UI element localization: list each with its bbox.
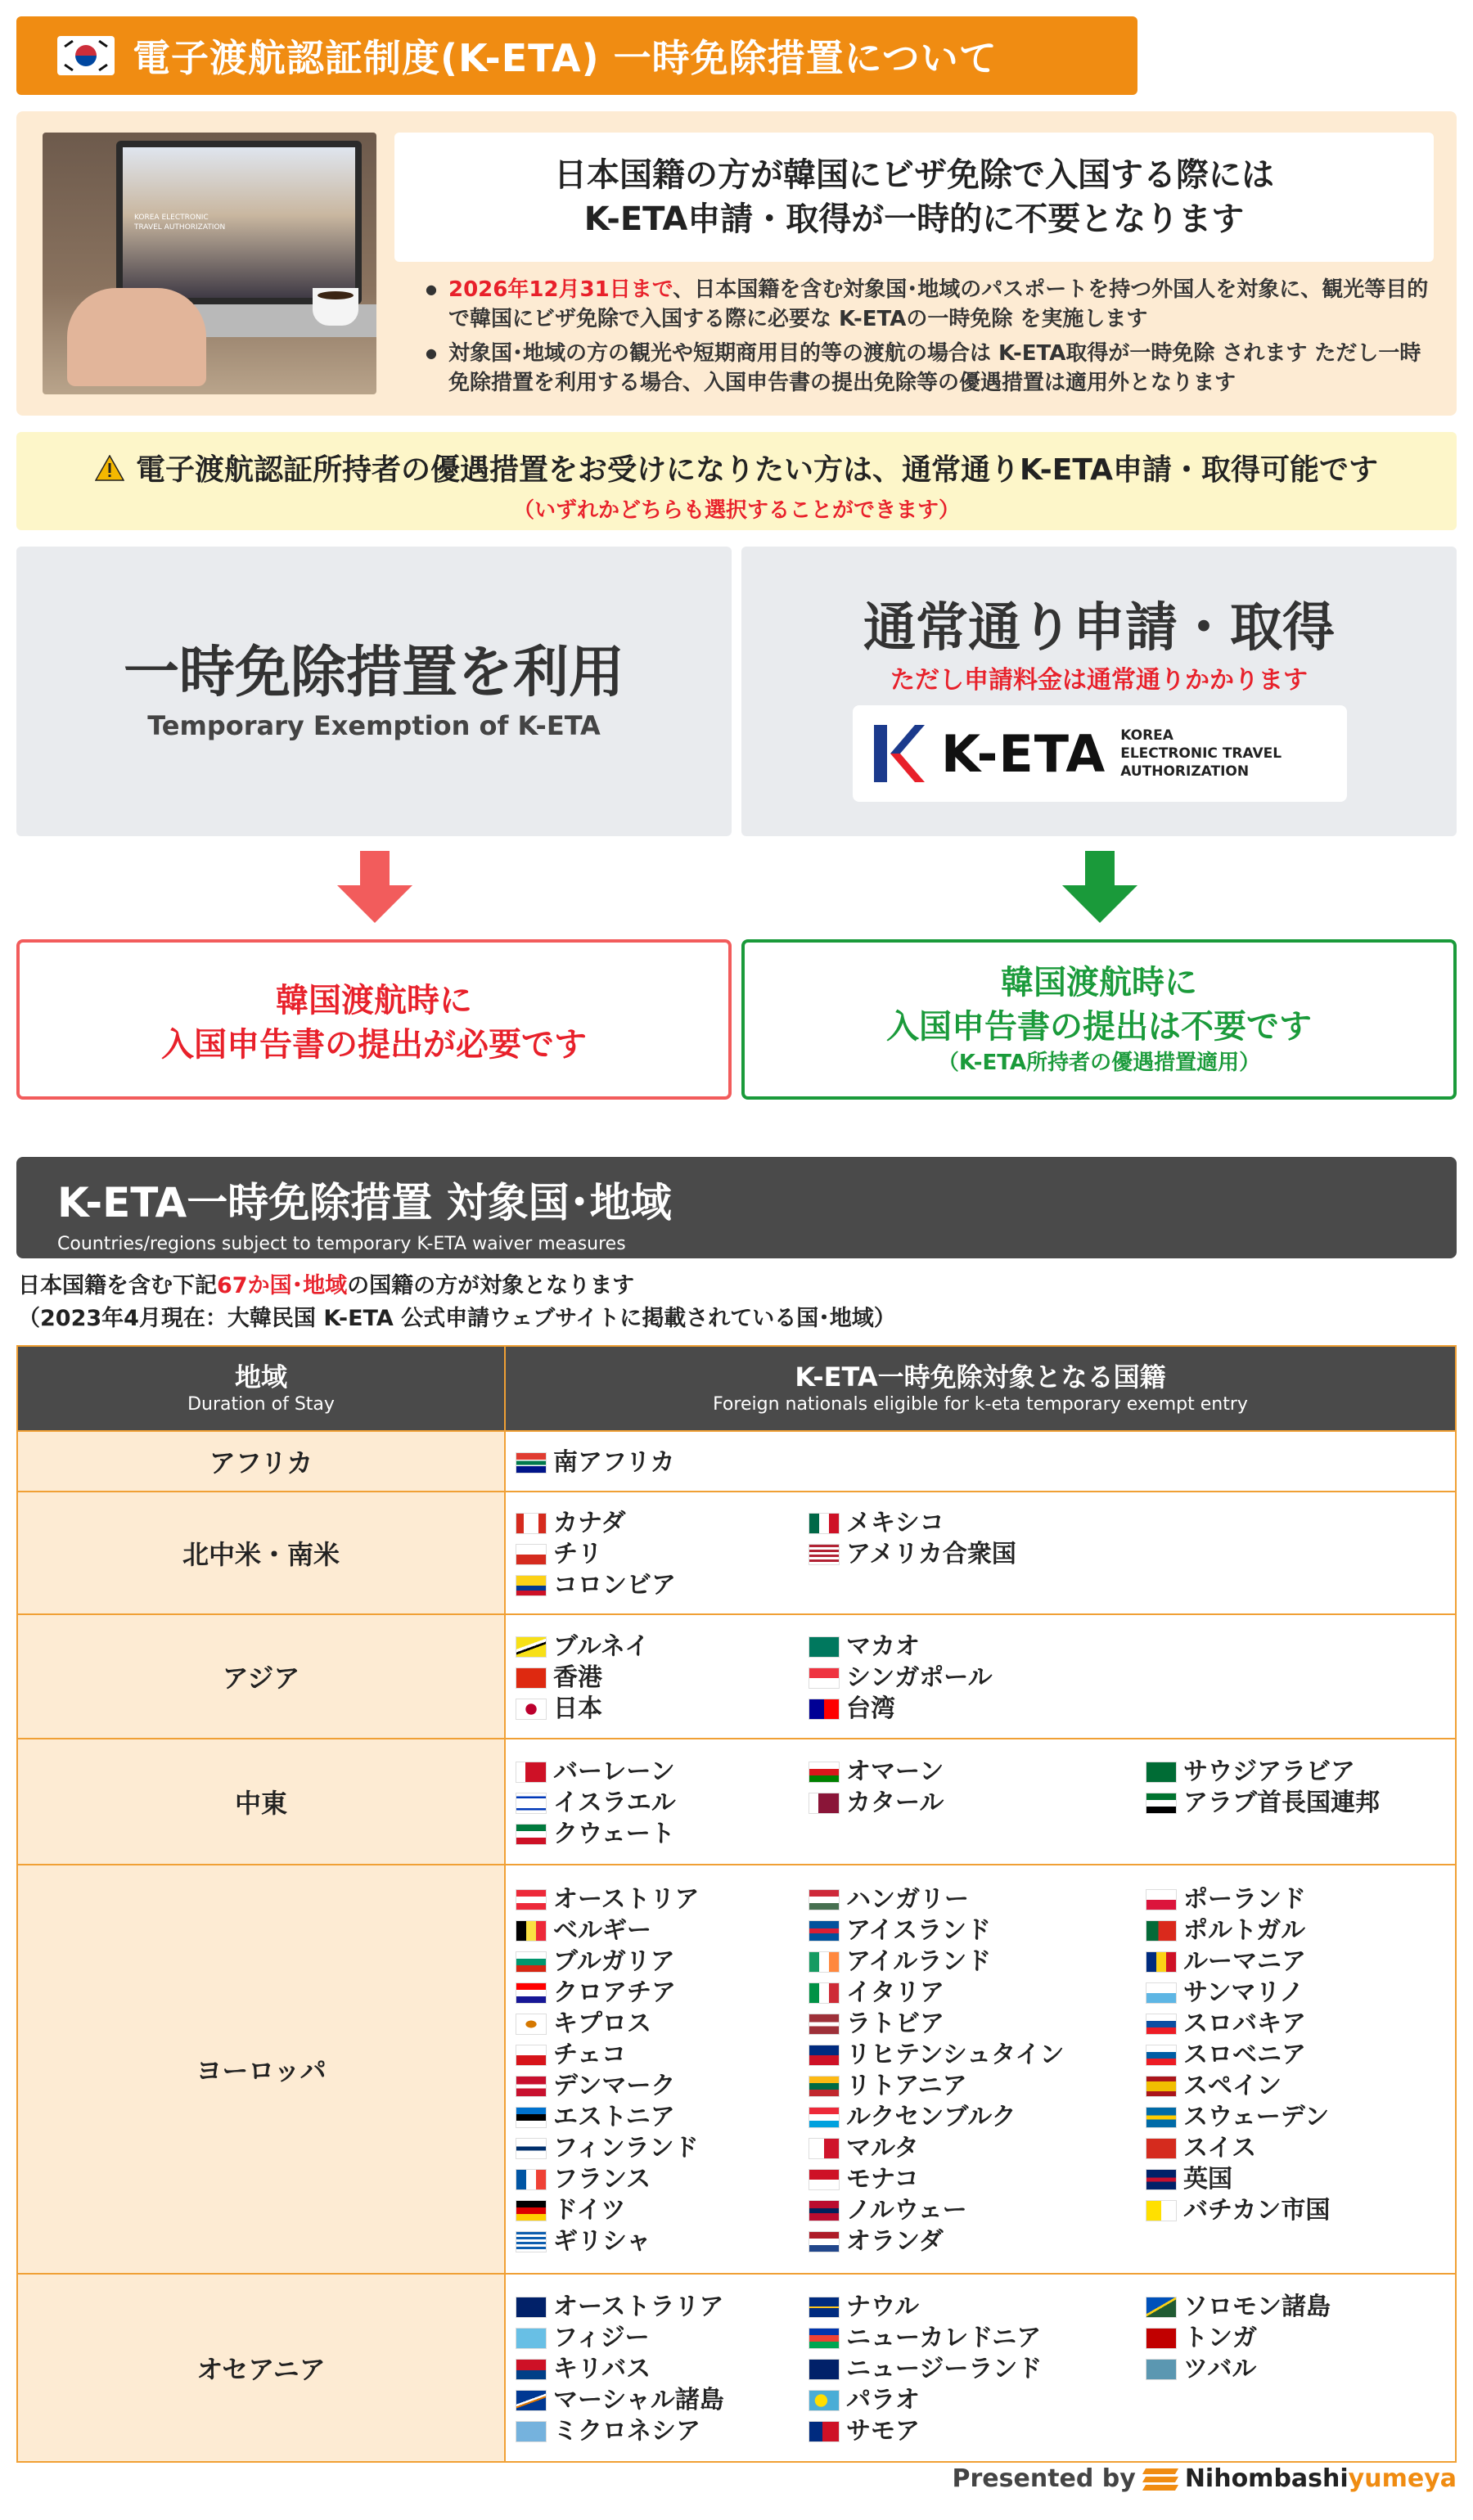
country-item	[516, 2354, 809, 2385]
region-cell: ヨーロッパ	[17, 1865, 505, 2274]
keta-logo-line: KOREA	[1120, 727, 1173, 744]
country-name: カナダ	[553, 1509, 626, 1537]
result-declaration-not-required	[741, 939, 1457, 1100]
country-name: ニューカレドニア	[846, 2324, 1042, 2352]
country-item	[516, 1663, 809, 1694]
intro-panel	[16, 111, 1457, 416]
country-name: ギリシャ	[553, 2227, 651, 2256]
country-item	[516, 2164, 809, 2195]
country-name: イスラエル	[553, 1789, 676, 1817]
table-row	[17, 2274, 1456, 2462]
country-column	[516, 1631, 809, 1725]
country-flag-icon	[516, 1824, 547, 1845]
country-name: チリ	[553, 1540, 602, 1568]
country-item	[809, 1539, 1146, 1570]
country-item	[809, 2354, 1146, 2385]
country-flag-icon	[1146, 2014, 1177, 2035]
country-flag-icon	[516, 1889, 547, 1910]
country-item	[1146, 1757, 1439, 1788]
brand-logo-icon	[1144, 2467, 1177, 2491]
result-note: （K-ETA所持者の優遇措置適用）	[937, 1051, 1261, 1075]
countries-cell	[505, 1865, 1456, 2274]
country-item	[516, 1570, 809, 1601]
country-column	[1146, 1884, 1439, 2257]
country-flag-icon	[809, 2328, 840, 2349]
green-down-arrow-icon	[1059, 851, 1141, 925]
country-count: 67か国･地域	[217, 1273, 348, 1298]
intro-text: の国籍の方が対象となります	[347, 1273, 635, 1298]
deadline-text: 2026年12月31日まで	[448, 277, 673, 302]
country-item	[516, 1447, 809, 1478]
country-name: フィンランド	[553, 2134, 699, 2162]
country-name: フィジー	[553, 2324, 650, 2352]
country-item	[516, 1694, 809, 1725]
country-column	[809, 1508, 1146, 1601]
country-name: クロアチア	[553, 1978, 676, 2007]
country-flag-icon	[809, 1699, 840, 1720]
page-title: 電子渡航認証制度(K-ETA) 一時免除措置について	[133, 36, 998, 80]
country-item	[516, 1819, 809, 1850]
country-item	[809, 1946, 1146, 1978]
country-flag-icon	[1146, 1793, 1177, 1814]
country-item	[516, 1508, 809, 1539]
header-region-label: 地域	[234, 1361, 287, 1393]
intro-text: 日本国籍を含む下記	[18, 1273, 217, 1298]
country-name: ソロモン諸島	[1183, 2293, 1331, 2321]
country-flag-icon	[516, 2014, 547, 2035]
header-region-sublabel: Duration of Stay	[187, 1394, 335, 1415]
countries-table	[16, 1345, 1457, 2463]
country-name: スロバキア	[1183, 2009, 1306, 2038]
country-item	[809, 2416, 1146, 2447]
result-line: 入国申告書の提出が必要です	[161, 1026, 587, 1064]
country-item	[1146, 2323, 1439, 2354]
intro-source-note: （2023年4月現在：大韓民国 K-ETA 公式申請ウェブサイトに掲載されている国･地域）	[18, 1306, 896, 1331]
country-flag-icon	[809, 2169, 840, 2190]
country-item	[1146, 2009, 1439, 2040]
country-item	[1146, 1915, 1439, 1946]
option-fee-note: ただし申請料金は通常通りかかります	[890, 666, 1308, 695]
country-item	[809, 2040, 1146, 2071]
headline-line-1: 日本国籍の方が韓国にビザ免除で入国する際には	[554, 156, 1274, 194]
country-name: ノルウェー	[846, 2196, 967, 2225]
brand-name: Nihombashi	[1184, 2464, 1349, 2493]
country-column	[809, 1631, 1146, 1725]
country-item	[809, 1694, 1146, 1725]
country-item	[809, 1663, 1146, 1694]
country-item	[1146, 1978, 1439, 2009]
country-flag-icon	[516, 2107, 547, 2128]
country-name: ルクセンブルク	[846, 2103, 1016, 2131]
country-item	[1146, 2354, 1439, 2385]
country-item	[516, 1978, 809, 2009]
country-name: リヒテンシュタイン	[846, 2041, 1065, 2069]
country-item	[1146, 2071, 1439, 2102]
country-name: スロベニア	[1183, 2041, 1306, 2069]
country-item	[516, 2323, 809, 2354]
country-flag-icon	[1146, 2107, 1177, 2128]
keta-logo-line: AUTHORIZATION	[1120, 763, 1250, 780]
country-name: オランダ	[846, 2227, 944, 2256]
country-item	[516, 2416, 809, 2447]
country-item	[809, 1631, 1146, 1663]
country-item	[809, 1884, 1146, 1915]
country-flag-icon	[516, 1513, 547, 1534]
country-flag-icon	[809, 1951, 840, 1973]
country-name: サンマリノ	[1183, 1978, 1304, 2007]
country-item	[809, 2385, 1146, 2416]
country-name: 英国	[1183, 2165, 1232, 2194]
country-column	[516, 1447, 809, 1478]
country-name: パラオ	[846, 2386, 920, 2414]
country-column	[516, 1757, 809, 1850]
country-name: カタール	[846, 1789, 944, 1817]
country-name: ハンガリー	[846, 1885, 969, 1914]
country-column	[809, 2292, 1146, 2447]
country-flag-icon	[809, 2014, 840, 2035]
country-flag-icon	[809, 1762, 840, 1783]
country-name: ナウル	[846, 2293, 920, 2321]
country-name: 台湾	[846, 1694, 895, 1723]
country-name: 香港	[553, 1663, 602, 1692]
country-item	[1146, 1788, 1439, 1819]
country-item	[809, 2133, 1146, 2164]
bullet-item	[426, 339, 1440, 398]
country-name: チェコ	[553, 2041, 627, 2069]
country-flag-icon	[516, 1544, 547, 1565]
country-flag-icon	[516, 1762, 547, 1783]
country-item	[516, 2226, 809, 2257]
region-cell: 中東	[17, 1739, 505, 1865]
country-name: ツバル	[1183, 2355, 1257, 2383]
country-item	[809, 2195, 1146, 2226]
intro-bullets	[426, 275, 1440, 403]
country-flag-icon	[516, 1452, 547, 1474]
country-column	[516, 2292, 809, 2447]
country-item	[1146, 2133, 1439, 2164]
country-flag-icon	[1146, 2045, 1177, 2066]
country-name: サウジアラビア	[1183, 1757, 1355, 1786]
bullet-text: 対象国･地域の方の観光や短期商用目的等の渡航の場合は K-ETA取得が一時免除 されます ただし一時免除措置を利用する場合、入国申告書の提出免除等の優遇措置は適用外となります	[448, 341, 1421, 395]
result-line: 入国申告書の提出は不要です	[886, 1008, 1312, 1046]
country-item	[516, 2133, 809, 2164]
country-name: 日本	[553, 1694, 602, 1723]
table-row	[17, 1739, 1456, 1865]
country-flag-icon	[1146, 2359, 1177, 2380]
country-flag-icon	[1146, 2138, 1177, 2159]
table-row	[17, 1431, 1456, 1492]
option-title: 通常通り申請・取得	[863, 598, 1335, 659]
country-name: シンガポール	[846, 1663, 993, 1692]
country-flag-icon	[809, 1667, 840, 1689]
brand-name-accent: yumeya	[1348, 2464, 1457, 2493]
country-name: スイス	[1183, 2134, 1257, 2162]
region-cell: アジア	[17, 1614, 505, 1739]
country-name: オマーン	[846, 1757, 944, 1786]
country-flag-icon	[809, 2231, 840, 2252]
country-name: アメリカ合衆国	[846, 1540, 1016, 1568]
country-flag-icon	[516, 2328, 547, 2349]
country-name: アイルランド	[846, 1947, 992, 1976]
country-flag-icon	[1146, 2297, 1177, 2318]
country-name: サモア	[846, 2417, 920, 2446]
country-flag-icon	[516, 2359, 547, 2380]
title-bar	[16, 16, 1137, 95]
laptop-photo	[43, 133, 376, 394]
country-item	[516, 1946, 809, 1978]
country-name: ドイツ	[553, 2196, 626, 2225]
country-item	[809, 2102, 1146, 2133]
country-flag-icon	[809, 2297, 840, 2318]
country-flag-icon	[516, 1793, 547, 1814]
country-name: アイスランド	[846, 1916, 991, 1945]
country-flag-icon	[516, 2076, 547, 2097]
country-item	[516, 1631, 809, 1663]
korea-flag-icon	[57, 36, 115, 75]
intro-headline	[394, 133, 1434, 262]
country-item	[516, 1788, 809, 1819]
country-flag-icon	[516, 2297, 547, 2318]
keta-logo-line: ELECTRONIC TRAVEL	[1120, 745, 1282, 762]
country-flag-icon	[809, 2200, 840, 2221]
country-flag-icon	[809, 2421, 840, 2442]
country-name: キリバス	[553, 2355, 651, 2383]
country-item	[516, 1884, 809, 1915]
country-name: ポルトガル	[1183, 1916, 1306, 1945]
country-item	[809, 2009, 1146, 2040]
country-flag-icon	[809, 1544, 840, 1565]
country-name: 南アフリカ	[553, 1448, 675, 1477]
country-name: イタリア	[846, 1978, 944, 2007]
option-subtitle: Temporary Exemption of K-ETA	[147, 710, 601, 741]
country-item	[1146, 2195, 1439, 2226]
country-name: マルタ	[846, 2134, 919, 2162]
country-flag-icon	[809, 2138, 840, 2159]
country-column	[516, 1884, 809, 2257]
country-name: エストニア	[553, 2103, 675, 2131]
country-item	[1146, 2292, 1439, 2323]
country-flag-icon	[1146, 1951, 1177, 1973]
country-item	[516, 1757, 809, 1788]
country-name: ニュージーランド	[846, 2355, 1043, 2383]
country-flag-icon	[809, 1982, 840, 2004]
country-flag-icon	[809, 2076, 840, 2097]
countries-cell	[505, 1492, 1456, 1614]
table-row	[17, 1865, 1456, 2274]
photo-screen-text: KOREA ELECTRONIC TRAVEL AUTHORIZATION	[134, 214, 226, 232]
country-flag-icon	[1146, 1920, 1177, 1942]
country-name: スペイン	[1183, 2072, 1282, 2100]
country-item	[1146, 1884, 1439, 1915]
country-item	[516, 2071, 809, 2102]
section-intro	[18, 1270, 896, 1335]
header-nationality-sublabel: Foreign nationals eligible for k-eta temporary exempt entry	[713, 1394, 1248, 1415]
country-flag-icon	[809, 1889, 840, 1910]
countries-cell	[505, 2274, 1456, 2462]
country-item	[516, 2292, 809, 2323]
country-item	[516, 2102, 809, 2133]
country-flag-icon	[1146, 1889, 1177, 1910]
countries-cell	[505, 1431, 1456, 1492]
country-column	[516, 1508, 809, 1601]
country-flag-icon	[1146, 1982, 1177, 2004]
country-flag-icon	[516, 1667, 547, 1689]
country-item	[809, 2071, 1146, 2102]
country-name: バチカン市国	[1183, 2196, 1331, 2225]
country-flag-icon	[516, 1920, 547, 1942]
country-item	[516, 2195, 809, 2226]
country-name: アラブ首長国連邦	[1183, 1789, 1380, 1817]
country-flag-icon	[1146, 2076, 1177, 2097]
country-flag-icon	[516, 2045, 547, 2066]
keta-logo	[853, 705, 1347, 802]
country-flag-icon	[809, 1920, 840, 1942]
keta-mark-icon	[874, 725, 925, 782]
country-flag-icon	[809, 2390, 840, 2411]
country-flag-icon	[516, 1636, 547, 1658]
country-flag-icon	[1146, 2328, 1177, 2349]
countries-cell	[505, 1739, 1456, 1865]
country-flag-icon	[516, 2169, 547, 2190]
country-flag-icon	[809, 2107, 840, 2128]
country-item	[809, 1757, 1146, 1788]
country-name: オーストラリア	[553, 2293, 724, 2321]
country-flag-icon	[516, 1951, 547, 1973]
country-name: コロンビア	[553, 1571, 676, 1600]
option-title: 一時免除措置を利用	[123, 641, 624, 705]
notice-subtext: （いずれかどちらも選択することができます）	[512, 498, 960, 523]
country-flag-icon	[516, 1699, 547, 1720]
country-flag-icon	[516, 2390, 547, 2411]
warning-icon	[95, 455, 124, 481]
country-name: ルーマニア	[1183, 1947, 1306, 1976]
country-flag-icon	[516, 2421, 547, 2442]
country-name: ブルネイ	[553, 1632, 650, 1661]
headline-line-2: K-ETA申請・取得が一時的に不要となります	[583, 200, 1245, 238]
country-name: リトアニア	[846, 2072, 967, 2100]
country-item	[516, 2040, 809, 2071]
country-item	[516, 2385, 809, 2416]
keta-logo-word: K-ETA	[941, 723, 1106, 784]
country-column	[809, 1884, 1146, 2257]
country-item	[1146, 2102, 1439, 2133]
country-column	[809, 1757, 1146, 1850]
country-flag-icon	[809, 2045, 840, 2066]
country-name: クウェート	[553, 1820, 675, 1848]
country-name: モナコ	[846, 2165, 919, 2194]
country-column	[1146, 1757, 1439, 1850]
country-name: フランス	[553, 2165, 651, 2194]
country-name: トンガ	[1183, 2324, 1257, 2352]
countries-cell	[505, 1614, 1456, 1739]
country-name: スウェーデン	[1183, 2103, 1330, 2131]
country-item	[809, 2164, 1146, 2195]
country-flag-icon	[1146, 2169, 1177, 2190]
country-name: オーストリア	[553, 1885, 700, 1914]
country-item	[516, 2009, 809, 2040]
region-cell: 北中米・南米	[17, 1492, 505, 1614]
country-name: マカオ	[846, 1632, 920, 1661]
country-name: キプロス	[553, 2009, 651, 2038]
result-line: 韓国渡航時に	[1001, 964, 1197, 1001]
country-item	[516, 1915, 809, 1946]
bullet-text: 、日本国籍を含む対象国･地域のパスポートを持つ外国人を対象に、観光等目的で韓国にビザ免除で入国する際に必要な K-ETAの一時免除 を実施します	[448, 277, 1429, 331]
result-declaration-required	[16, 939, 732, 1100]
country-flag-icon	[516, 2200, 547, 2221]
table-row	[17, 1614, 1456, 1739]
notice-panel	[16, 432, 1457, 530]
country-flag-icon	[516, 2138, 547, 2159]
country-item	[809, 1915, 1146, 1946]
section-title: K-ETA一時免除措置 対象国･地域	[57, 1179, 672, 1226]
table-row	[17, 1492, 1456, 1614]
footer-credit	[953, 2464, 1457, 2493]
country-item	[809, 2323, 1146, 2354]
country-item	[809, 1508, 1146, 1539]
country-item	[809, 2226, 1146, 2257]
result-line: 韓国渡航時に	[276, 982, 472, 1019]
country-item	[1146, 2164, 1439, 2195]
header-nationality-label: K-ETA一時免除対象となる国籍	[795, 1361, 1166, 1393]
country-name: ラトビア	[846, 2009, 944, 2038]
country-flag-icon	[516, 1575, 547, 1596]
country-flag-icon	[516, 2231, 547, 2252]
country-name: メキシコ	[846, 1509, 944, 1537]
country-flag-icon	[1146, 1762, 1177, 1783]
bullet-item	[426, 275, 1440, 334]
section-subtitle: Countries/regions subject to temporary K-ETA waiver measures	[57, 1234, 626, 1254]
country-item	[809, 1788, 1146, 1819]
region-cell: オセアニア	[17, 2274, 505, 2462]
country-flag-icon	[809, 2359, 840, 2380]
country-item	[516, 1539, 809, 1570]
country-flag-icon	[809, 1513, 840, 1534]
country-flag-icon	[1146, 2200, 1177, 2221]
red-down-arrow-icon	[334, 851, 416, 925]
option-normal-application	[741, 547, 1457, 836]
option-temporary-exemption	[16, 547, 732, 836]
country-name: ポーランド	[1183, 1885, 1306, 1914]
country-name: ベルギー	[553, 1916, 651, 1945]
header-nationality	[505, 1346, 1456, 1431]
header-region	[17, 1346, 505, 1431]
country-name: バーレーン	[553, 1757, 675, 1786]
country-item	[809, 2292, 1146, 2323]
country-item	[1146, 2040, 1439, 2071]
country-name: ブルガリア	[553, 1947, 675, 1976]
region-cell: アフリカ	[17, 1431, 505, 1492]
country-flag-icon	[809, 1793, 840, 1814]
country-name: マーシャル諸島	[553, 2386, 724, 2414]
country-name: デンマーク	[553, 2072, 676, 2100]
presented-by-text: Presented by	[952, 2464, 1136, 2493]
section-header	[16, 1157, 1457, 1258]
notice-text: 電子渡航認証所持者の優遇措置をお受けになりたい方は、通常通りK-ETA申請・取得可能です	[136, 453, 1378, 487]
country-name: ミクロネシア	[553, 2417, 700, 2446]
country-column	[1146, 2292, 1439, 2447]
country-item	[809, 1978, 1146, 2009]
country-flag-icon	[516, 1982, 547, 2004]
country-flag-icon	[809, 1636, 840, 1658]
country-item	[1146, 1946, 1439, 1978]
